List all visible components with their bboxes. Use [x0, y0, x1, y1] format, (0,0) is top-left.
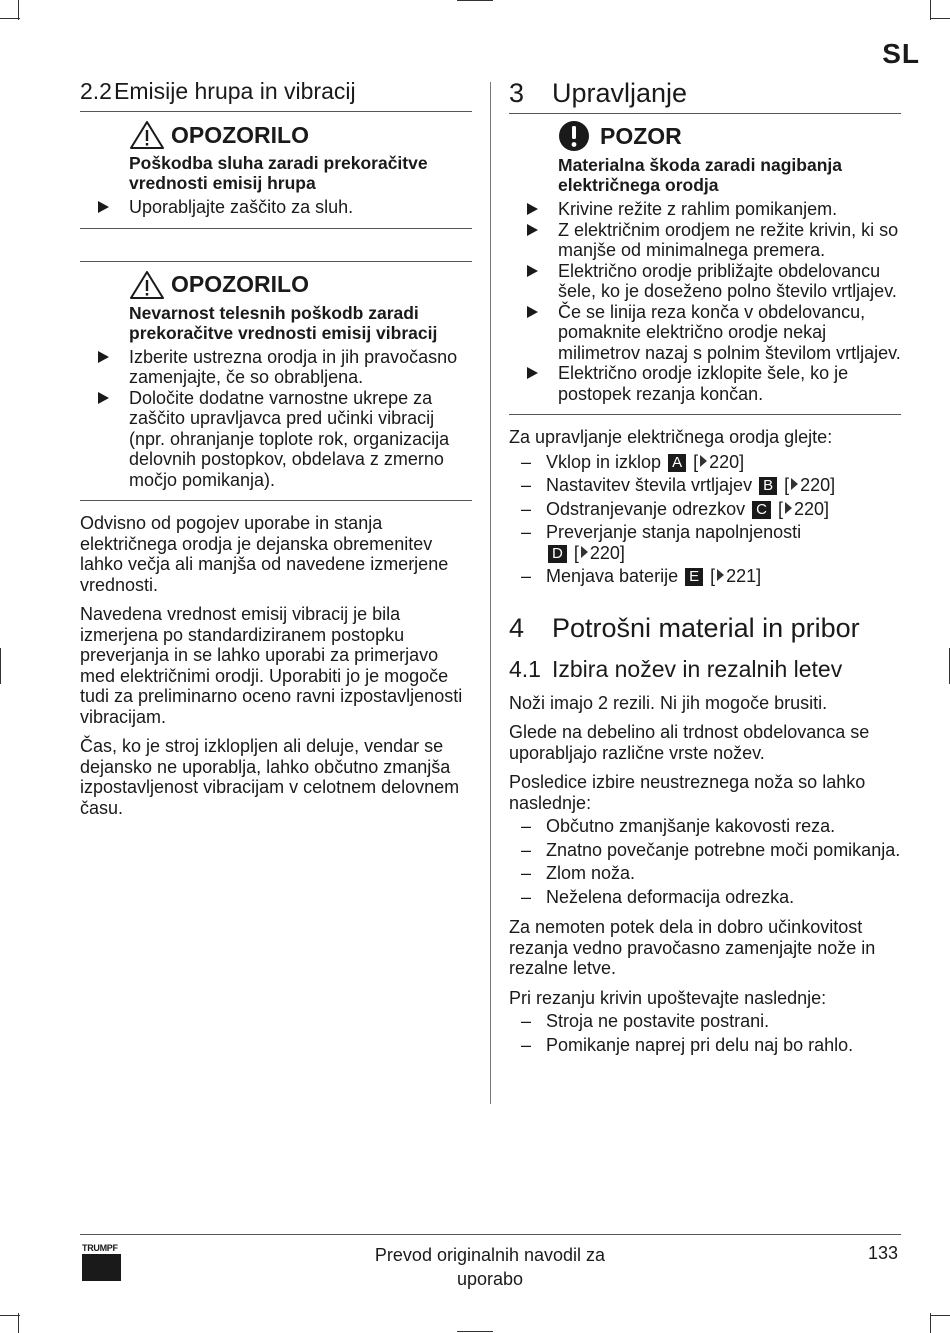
list-item: – Zlom noža.	[521, 863, 636, 883]
figure-key-label: A	[668, 454, 686, 472]
list-item-text: Občutno zmanjšanje kakovosti reza.	[546, 816, 836, 836]
list-item-text: Izberite ustrezna orodja in jih pravočasno zamenjajte, če so obrabljena.	[129, 346, 458, 387]
consequences-list	[509, 816, 901, 907]
bullet-triangle-icon	[98, 392, 109, 404]
bullet-triangle-icon	[98, 351, 109, 363]
section-number: 4	[509, 612, 525, 643]
page-number: 133	[867, 1243, 898, 1263]
crop-mark	[457, 1331, 493, 1332]
footer-rule	[80, 1234, 901, 1235]
figure-key-label: B	[759, 477, 777, 495]
operation-text: Nastavitev števila vrtljajev	[546, 475, 753, 495]
caution-exclamation-icon	[558, 120, 590, 152]
bullet-triangle-icon	[527, 203, 538, 215]
figure-key-label: D	[548, 545, 567, 563]
warning-box-noise	[80, 112, 472, 229]
caution-measures-list	[509, 199, 901, 404]
warning-triangle-icon	[129, 120, 165, 150]
logo-text: TRUMPF	[82, 1243, 118, 1253]
section-heading-2-2	[80, 78, 472, 112]
list-item: – Pomikanje naprej pri delu naj bo rahlo.	[521, 1034, 854, 1055]
crop-mark	[0, 18, 20, 19]
warning-signal-word: OPOZORILO	[171, 271, 309, 297]
page-reference-arrow-icon	[581, 546, 588, 558]
list-item-text: Električno orodje izklopite šele, ko je postopek rezanja končan.	[558, 363, 849, 404]
list-item-text: Zlom noža.	[546, 863, 636, 883]
trumpf-logo	[82, 1243, 121, 1281]
list-item	[509, 261, 901, 302]
crop-mark	[18, 0, 19, 20]
list-item	[80, 347, 472, 388]
section-heading-4	[509, 613, 901, 644]
list-item-text: Stroja ne postavite postrani.	[546, 1011, 770, 1031]
crop-mark	[930, 0, 931, 20]
warning-measures-list	[80, 347, 472, 491]
list-item	[509, 220, 901, 261]
warning-signal-word: OPOZORILO	[171, 121, 309, 148]
list-item-text: Znatno povečanje potrebne moči pomikanja.	[546, 839, 901, 860]
warning-header	[129, 120, 472, 150]
section-title: Izbira nožev in rezalnih letev	[552, 655, 843, 682]
body-paragraph: Za upravljanje električnega orodja glejte:	[509, 427, 833, 447]
body-paragraph: Čas, ko je stroj izklopljen ali deluje, vendar se dejansko ne uporablja, lahko občutno zmanjša izpostavljenost vibracijam v celotnem delovnem času.	[80, 736, 460, 818]
list-item: – Neželena deformacija odrezka.	[521, 886, 795, 907]
list-item-text: Določite dodatne varnostne ukrepe za zaščito upravljavca pred učinki vibracij (npr. ohranjanje toplote rok, organizacija delovnih postopkov, obdelava z zmerno močjo pomikanja).	[129, 387, 450, 490]
left-column	[80, 78, 472, 827]
warning-measures-list	[80, 197, 472, 218]
list-item-text: Uporabljajte zaščito za sluh.	[129, 197, 354, 217]
caution-title: Materialna škoda zaradi nagibanja električnega orodja	[558, 155, 842, 195]
section-number: 4.1	[509, 655, 541, 682]
operation-text: Menjava baterije	[546, 566, 679, 586]
list-item: – Znatno povečanje potrebne moči pomikanja.	[521, 839, 901, 860]
operation-text: Vklop in izklop	[546, 451, 662, 472]
column-divider	[490, 82, 491, 1104]
list-item: – Preverjanje stanja napolnjenosti D [ 220]	[521, 522, 802, 563]
caution-box	[509, 114, 901, 415]
crop-mark	[930, 18, 950, 19]
body-paragraph: Glede na debelino ali trdnost obdelovanca se uporabljajo različne vrste nožev.	[509, 722, 870, 763]
section-heading-4-1	[509, 656, 901, 683]
page-reference-link[interactable]: 220	[793, 498, 825, 519]
caution-signal-word: POZOR	[600, 122, 682, 149]
body-paragraph: Posledice izbire neustreznega noža so lahko naslednje:	[509, 772, 866, 813]
section-title: Emisije hrupa in vibracij	[114, 78, 356, 104]
warning-box-vibration	[80, 261, 472, 502]
page-reference-link[interactable]: 220	[800, 475, 831, 495]
crop-mark	[930, 1313, 931, 1333]
body-paragraph: Odvisno od pogojev uporabe in stanja električnega orodja je dejanska obremenitev lahko večja ali manjša od navedene izmerjene vrednosti.	[80, 513, 449, 595]
list-item	[509, 363, 901, 404]
warning-triangle-icon	[129, 270, 165, 300]
list-item	[80, 197, 472, 218]
section-number: 3	[509, 78, 525, 108]
list-item: – Vklop in izklop A [ 220]	[521, 451, 745, 472]
page-reference-link[interactable]: 221	[726, 566, 757, 586]
warning-title: Poškodba sluha zaradi prekoračitve vrednosti emisij hrupa	[129, 153, 428, 193]
list-item: – Odstranjevanje odrezkov C [ 220]	[521, 498, 830, 519]
figure-key-label: C	[752, 501, 771, 519]
list-item	[509, 302, 901, 364]
bullet-triangle-icon	[527, 224, 538, 236]
list-item-text: Električno orodje približajte obdelovancu šele, ko je doseženo polno število vrtljajev.	[558, 260, 897, 301]
list-item-text: Pomikanje naprej pri delu naj bo rahlo.	[546, 1034, 854, 1055]
list-item	[509, 199, 901, 220]
crop-mark	[0, 648, 1, 684]
page-reference-link[interactable]: 220	[589, 542, 620, 563]
operation-text: Preverjanje stanja napolnjenosti	[546, 522, 802, 542]
warning-title: Nevarnost telesnih poškodb zaradi prekoračitve vrednosti emisij vibracij	[129, 302, 438, 343]
operation-reference-list	[509, 452, 901, 587]
bullet-triangle-icon	[527, 265, 538, 277]
body-paragraph: Noži imajo 2 rezili. Ni jih mogoče brusiti.	[509, 692, 828, 713]
figure-key-label: E	[685, 568, 703, 586]
bullet-triangle-icon	[527, 367, 538, 379]
list-item-text: Če se linija reza konča v obdelovancu, pomaknite električno orodje nekaj milimetrov nazaj s polnim številom vrtljajev.	[558, 301, 901, 363]
crop-mark	[457, 0, 493, 1]
page-reference-link[interactable]: 220	[709, 451, 740, 472]
bullet-triangle-icon	[527, 306, 538, 318]
section-heading-3	[509, 78, 901, 114]
list-item-text: Krivine režite z rahlim pomikanjem.	[558, 199, 838, 219]
list-item: – Menjava baterije E [ 221]	[521, 566, 762, 586]
page-reference-arrow-icon	[785, 502, 792, 514]
curve-cutting-list	[509, 1011, 901, 1055]
list-item: – Občutno zmanjšanje kakovosti reza.	[521, 816, 836, 836]
logo-block	[82, 1254, 121, 1281]
body-paragraph: Pri rezanju krivin upoštevajte naslednje:	[509, 987, 827, 1008]
crop-mark	[930, 1315, 950, 1316]
footer-title: Prevod originalnih navodil za uporabo	[374, 1245, 606, 1289]
bullet-triangle-icon	[98, 201, 109, 213]
section-number: 2.2	[80, 78, 112, 104]
right-column	[509, 78, 901, 1065]
crop-mark	[18, 1313, 19, 1333]
page-reference-arrow-icon	[791, 478, 798, 490]
section-title: Upravljanje	[552, 78, 688, 108]
warning-header	[129, 270, 472, 300]
section-title: Potrošni material in pribor	[552, 612, 860, 643]
list-item: – Nastavitev števila vrtljajev B [ 220]	[521, 475, 836, 495]
body-paragraph: Navedena vrednost emisij vibracij je bila izmerjena po standardiziranem postopku preverjanja in se lahko uporabi za primerjavo med električnimi orodji. Uporabiti jo je mogoče tudi za preliminarno oceno ravni izpostavljenosti vibracijam.	[80, 604, 463, 727]
page-reference-arrow-icon	[717, 569, 724, 581]
list-item: – Stroja ne postavite postrani.	[521, 1011, 770, 1031]
crop-mark	[0, 1315, 20, 1316]
body-paragraph: Za nemoten potek dela in dobro učinkovitost rezanja vedno pravočasno zamenjajte nože in rezalne letve.	[509, 917, 876, 978]
operation-text: Odstranjevanje odrezkov	[546, 498, 746, 519]
list-item-text: Z električnim orodjem ne režite krivin, ki so manjše od minimalnega premera.	[558, 219, 899, 260]
language-tag: SL	[882, 38, 920, 69]
list-item-text: Neželena deformacija odrezka.	[546, 886, 795, 907]
caution-header	[558, 120, 901, 152]
list-item	[80, 388, 472, 491]
page-reference-arrow-icon	[700, 455, 707, 467]
